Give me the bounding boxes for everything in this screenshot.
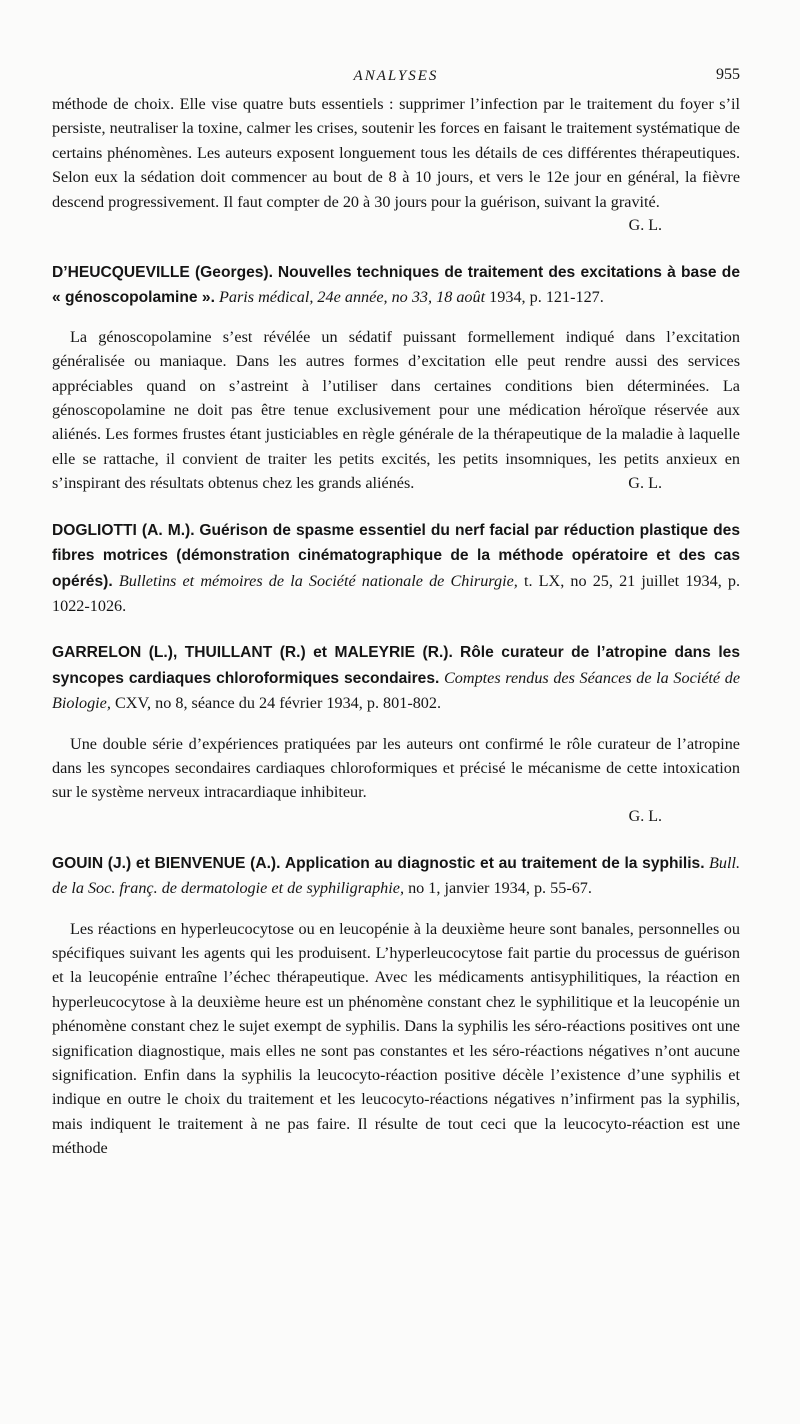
entry-garrelon (52, 640, 740, 828)
entry-gouin (52, 851, 740, 1161)
entry-abstract: Une double série d’expériences pratiquées par les auteurs ont confirmé le rôle curateur de l’atropine dans les syncopes secondaires cardiaques chloroformiques et précisé le mécanisme de cette intoxication sur le système nerveux intracardiaque inhibiteur. (52, 734, 740, 802)
reference (52, 640, 740, 715)
entry-title: Nouvelles techniques de traitement des excitations à base de « génoscopolamine ». (52, 264, 740, 307)
entry-title: Rôle curateur de l’atropine dans les syncopes cardiaques chloroformiques secondaires. (52, 644, 740, 687)
entry-dheucqueville (52, 260, 740, 496)
entry-details: no 1, janvier 1934, p. 55-67. (408, 879, 592, 898)
entry-title: Application au diagnostic et au traitement de la syphilis. (284, 854, 705, 872)
running-title: ANALYSES (353, 68, 439, 84)
entry-signature: G. L. (628, 474, 662, 493)
reference (52, 851, 740, 901)
entry-journal: Paris médical, 24e année, no 33, 18 août (218, 288, 486, 307)
entry-dogliotti (52, 518, 740, 619)
entry-details: 1934, p. 121-127. (489, 288, 604, 307)
entry-authors: DOGLIOTTI (A. M.). (52, 521, 195, 539)
page-number: 955 (716, 66, 740, 83)
entry-journal: Bull. de la Soc. franç. de dermatologie et de syphiligraphie, (52, 853, 741, 898)
entry-journal: Bulletins et mémoires de la Société nationale de Chirurgie, (118, 571, 518, 590)
page (52, 62, 740, 1161)
reference (52, 260, 740, 311)
running-header (52, 62, 740, 88)
intro-paragraph: méthode de choix. Elle vise quatre buts essentiels : supprimer l’infection par le traitement du foyer s’il persiste, neutraliser la toxine, calmer les crises, soutenir les forces en faisant le traitement systématique de certains phénomènes. Les auteurs exposent longuement tous les détails de ces différentes thérapeutiques. Selon eux la sédation doit commencer au bout de 8 à 10 jours, et vers le 12e jour en général, la fièvre descend progressivement. Il faut compter de 20 à 30 jours pour la guérison, suivant la gravité. (52, 95, 740, 211)
entry-authors: D’HEUCQUEVILLE (Georges). (52, 264, 273, 282)
entry-signature: G. L. (628, 807, 662, 825)
entry-authors: GOUIN (J.) et BIENVENUE (A.). (52, 854, 281, 872)
entry-authors: GARRELON (L.), THUILLANT (R.) et MALEYRIE (R.). (52, 644, 453, 662)
entry-details: t. LX, no 25, 21 juillet 1934, p. 1022-1026. (52, 571, 741, 615)
intro-signature: G. L. (628, 217, 662, 235)
entry-title: Guérison de spasme essentiel du nerf facial par réduction plastique des fibres motrices (démonstration cinématographique de la méthode opératoire et des cas opérés). (52, 521, 740, 590)
reference (52, 518, 740, 619)
entry-journal: Comptes rendus des Séances de la Société de Biologie, (52, 668, 741, 713)
entry-abstract: La génoscopolamine s’est révélée un sédatif puissant formellement indiqué dans l’excitation généralisée ou maniaque. Dans les autres formes d’excitation elle peut rendre aussi des services appréciables quand on s’astreint à l’utiliser dans certaines conditions bien déterminées. La génoscopolamine ne doit pas être tenue exclusivement pour une médication héroïque réservée aux aliénés. Les formes frustes étant justiciables en règle générale de la thérapeutique de la maladie à laquelle elle se rattache, il convient de traiter les petits excités, les petits insomniques, les petits anxieux en s’inspirant des résultats obtenus chez les grands aliénés. G. L. (52, 325, 740, 496)
entry-details: CXV, no 8, séance du 24 février 1934, p. 801-802. (114, 694, 442, 713)
entry-abstract: Les réactions en hyperleucocytose ou en leucopénie à la deuxième heure sont banales, personnelles ou spécifiques suivant les agents qui les produisent. L’hyperleucocytose fait partie du processus de guérison et la leucopénie entraîne l’échec thérapeutique. Avec les médicaments antisyphilitiques, la réaction en hyperleucocytose à la deuxième heure est un phénomène constant chez le syphilitique et la leucopénie un phénomène constant chez le sujet exempt de syphilis. Dans la syphilis les séro-réactions positives ont une signification diagnostique, mais elles ne sont pas constantes et les séro-réactions négatives n’ont aucune signification. Enfin dans la syphilis la leucocyto-réaction positive décèle l’existence d’une syphilis et indique en outre le choix du traitement et les leucocyto-réactions négatives n’infirment pas la syphilis, mais indiquent le traitement à ne pas faire. Il résulte de tout ceci que la leucocyto-réaction est une méthode (52, 919, 740, 1158)
